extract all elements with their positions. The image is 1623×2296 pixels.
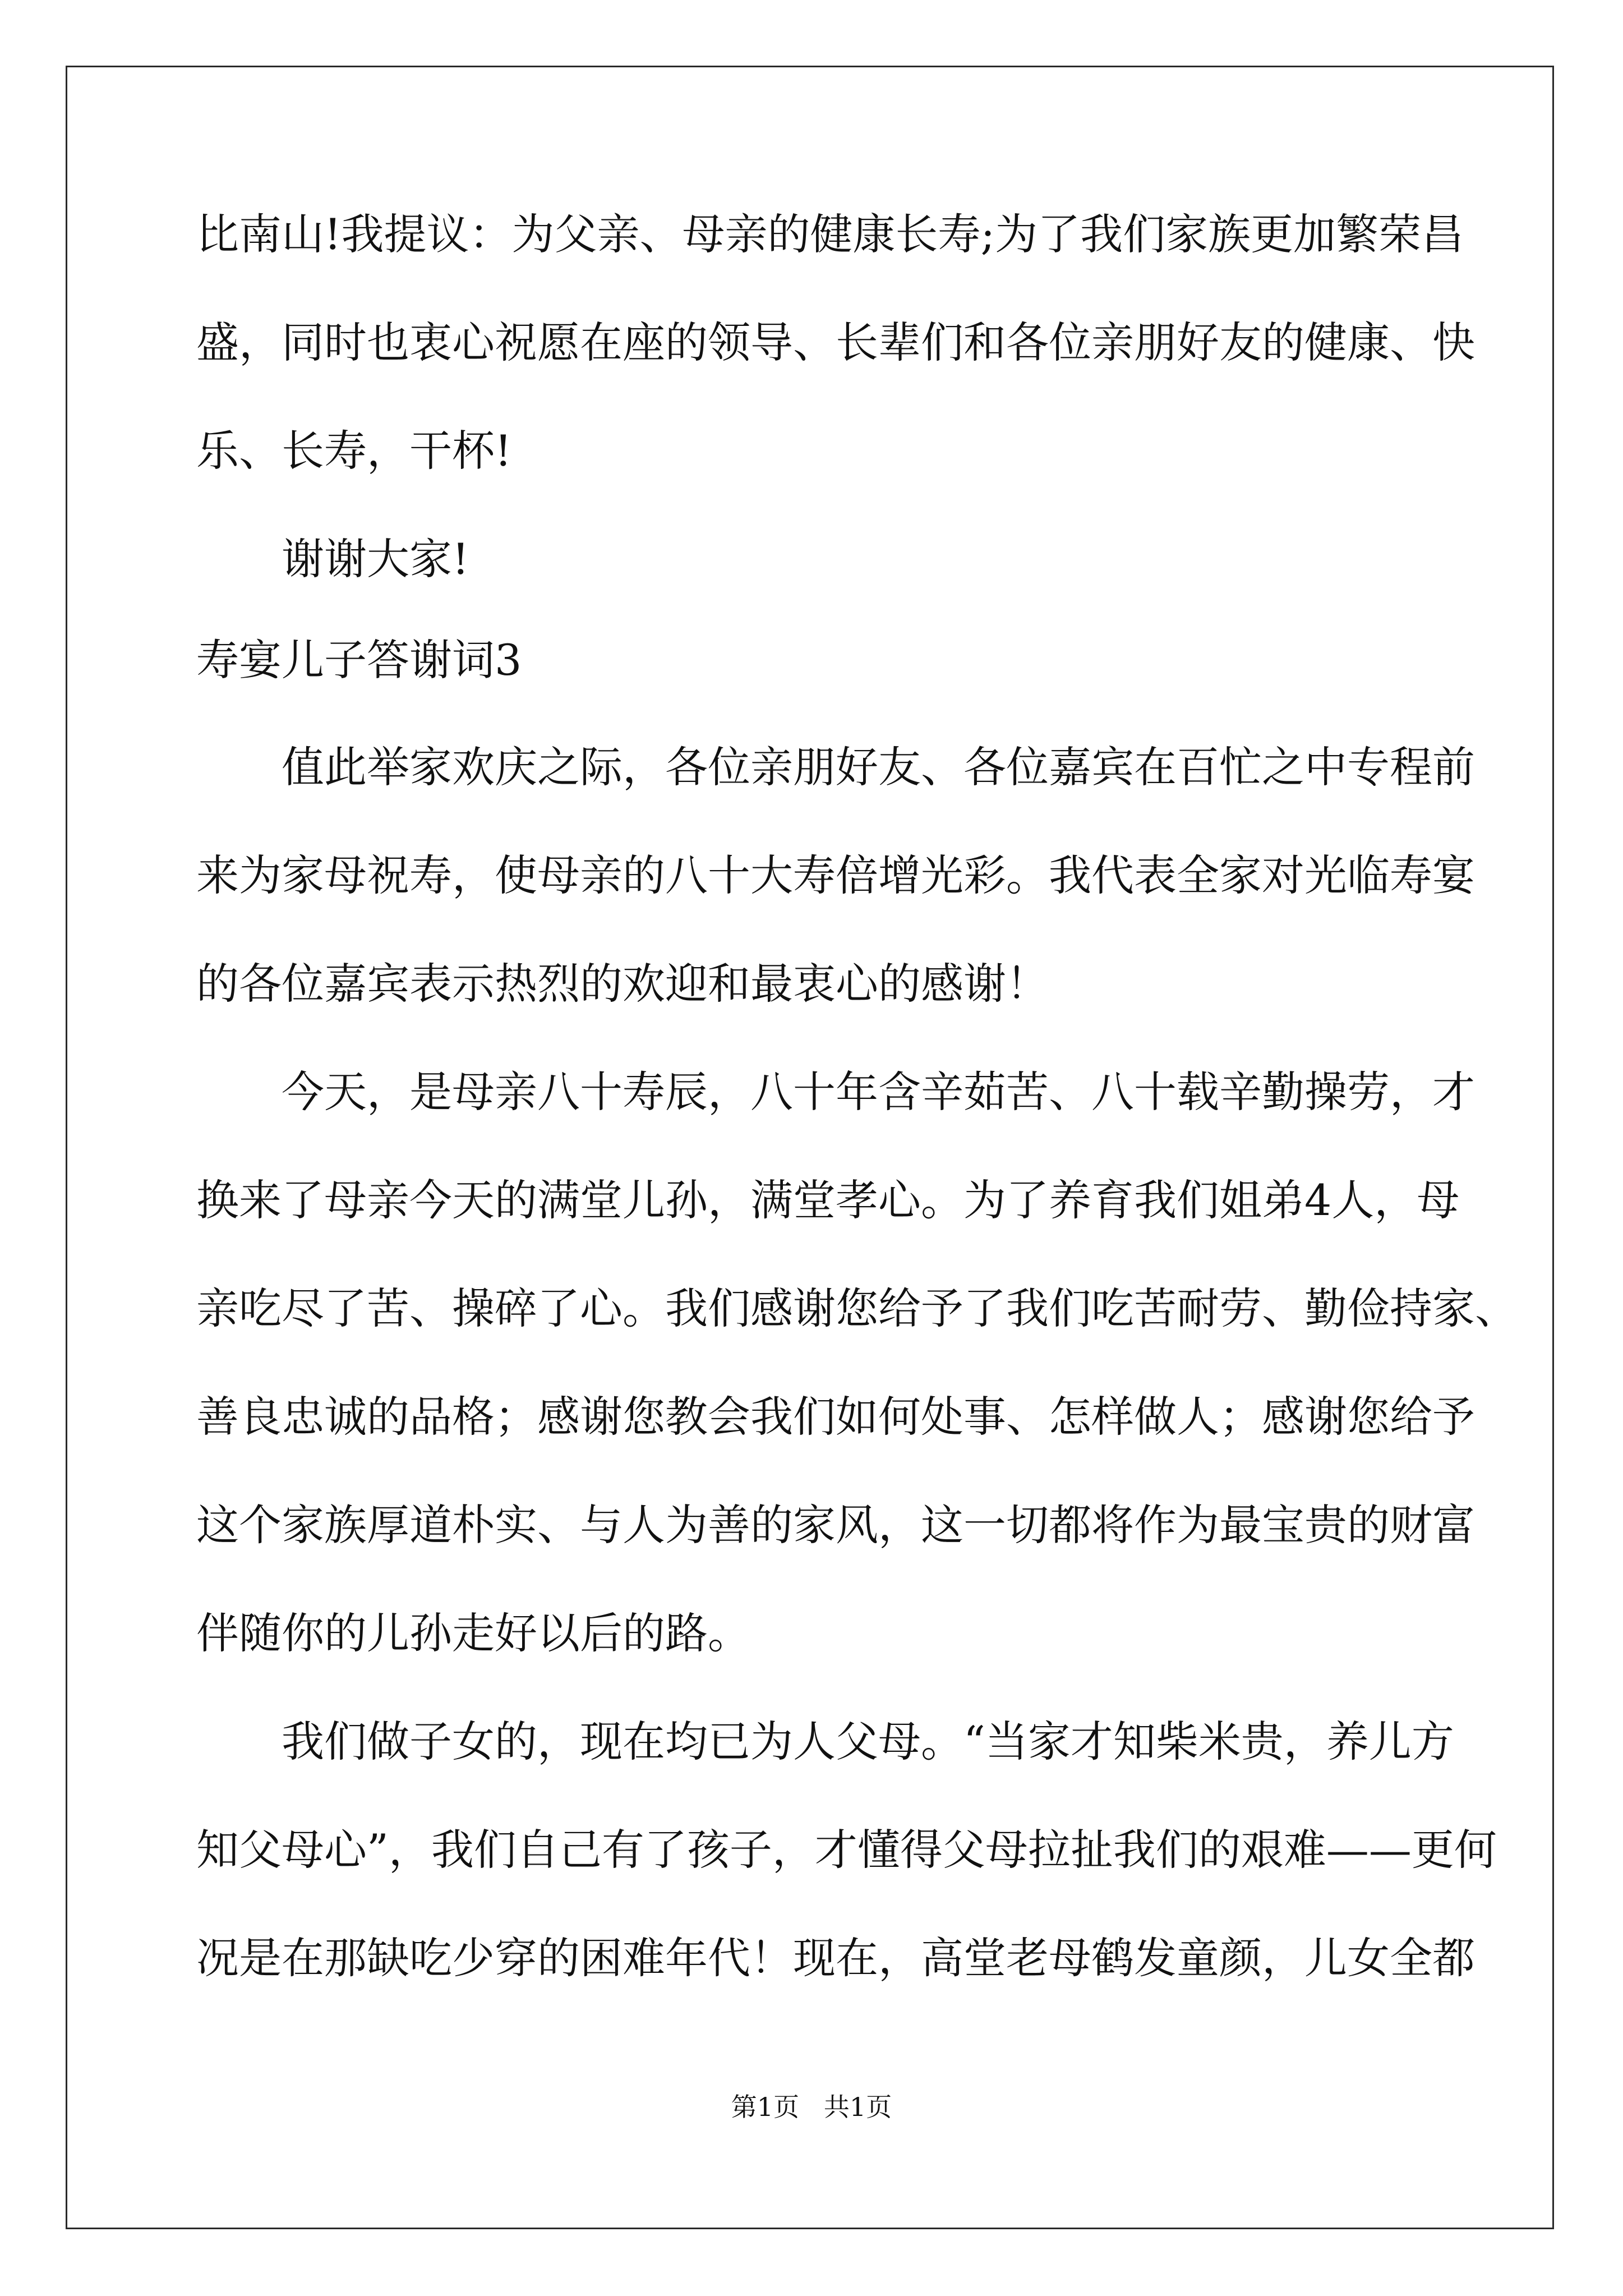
- section-heading: 寿宴儿子答谢词3: [196, 635, 522, 685]
- paragraph-line: 善良忠诚的品格；感谢您教会我们如何处事、怎样做人；感谢您给予: [196, 1392, 1475, 1442]
- paragraph-line: 伴随你的儿孙走好以后的路。: [196, 1608, 750, 1658]
- page-border: [66, 66, 1554, 2229]
- paragraph-line: 值此举家欢庆之际，各位亲朋好友、各位嘉宾在百忙之中专程前: [282, 742, 1475, 792]
- paragraph-line: 换来了母亲今天的满堂儿孙，满堂孝心。为了养育我们姐弟4人，母: [196, 1175, 1460, 1225]
- paragraph-line: 比南山!我提议：为父亲、母亲的健康长寿;为了我们家族更加繁荣昌: [196, 209, 1464, 259]
- page-number: 第1页 共1页: [731, 2092, 892, 2122]
- paragraph-line: 盛，同时也衷心祝愿在座的领导、长辈们和各位亲朋好友的健康、快: [196, 318, 1475, 367]
- paragraph-line: 知父母心”，我们自己有了孩子，才懂得父母拉扯我们的艰难——更何: [196, 1825, 1497, 1875]
- paragraph-line: 我们做子女的，现在均已为人父母。“当家才知柴米贵，养儿方: [282, 1717, 1454, 1766]
- paragraph-line: 今天，是母亲八十寿辰，八十年含辛茹苦、八十载辛勤操劳，才: [282, 1067, 1475, 1117]
- paragraph-line: 的各位嘉宾表示热烈的欢迎和最衷心的感谢！: [196, 959, 1049, 1009]
- paragraph-line: 乐、长寿，干杯!: [196, 426, 512, 476]
- paragraph-line: 来为家母祝寿，使母亲的八十大寿倍增光彩。我代表全家对光临寿宴: [196, 850, 1475, 900]
- paragraph-line: 况是在那缺吃少穿的困难年代！现在，高堂老母鹤发童颜，儿女全都: [196, 1933, 1475, 1983]
- paragraph-line: 这个家族厚道朴实、与人为善的家风，这一切都将作为最宝贵的财富: [196, 1500, 1475, 1550]
- paragraph-line: 谢谢大家!: [282, 534, 469, 584]
- paragraph-line: 亲吃尽了苦、操碎了心。我们感谢您给予了我们吃苦耐劳、勤俭持家、: [196, 1283, 1518, 1333]
